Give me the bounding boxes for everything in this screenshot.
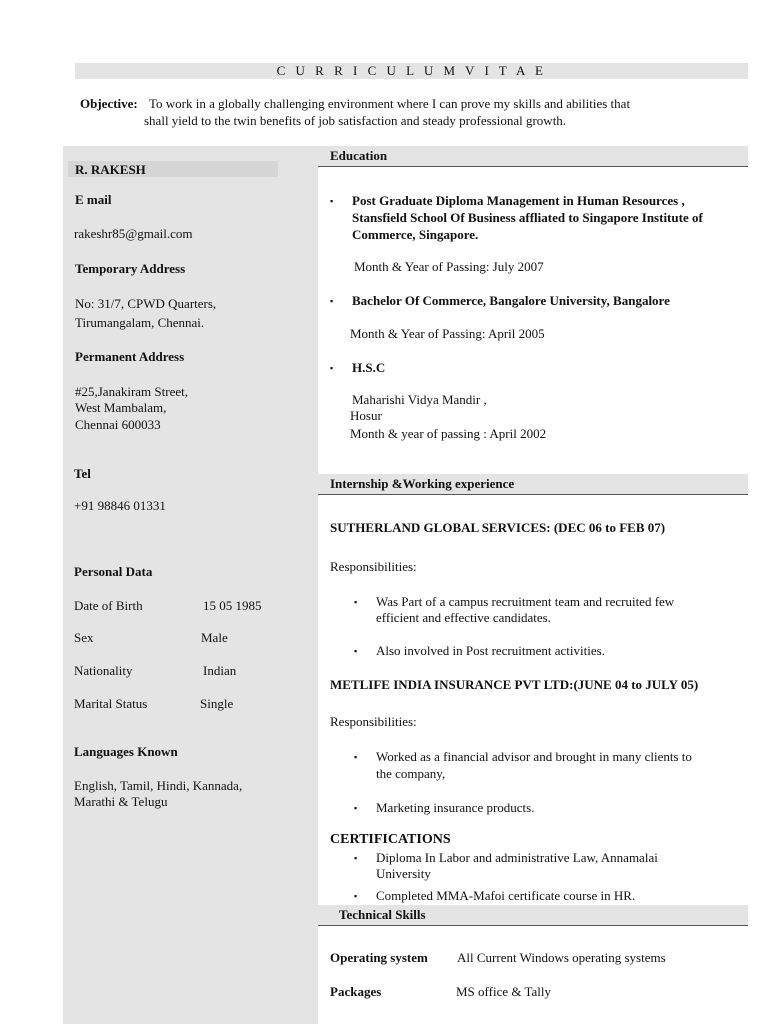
certification-line: Completed MMA-Mafoi certificate course in HR. bbox=[376, 888, 636, 903]
objective-label: Objective: bbox=[80, 96, 138, 111]
objective-line-1: To work in a globally challenging environment where I can prove my skills and abilities that bbox=[149, 96, 631, 111]
languages-line: English, Tamil, Hindi, Kannada, bbox=[74, 778, 243, 793]
personal-field-label: Date of Birth bbox=[74, 598, 143, 613]
perm-address-line: #25,Janakiram Street, bbox=[75, 384, 188, 399]
responsibilities-label: Responsibilities: bbox=[330, 714, 417, 729]
personal-field-value: 15 05 1985 bbox=[203, 598, 262, 613]
education-detail: Maharishi Vidya Mandir , bbox=[352, 392, 487, 407]
education-title-line: Stansfield School Of Business affliated to Singapore Institute of bbox=[352, 210, 703, 225]
tel-value: +91 98846 01331 bbox=[74, 498, 166, 513]
bullet-icon: ▪ bbox=[354, 646, 358, 656]
personal-field-label: Marital Status bbox=[74, 696, 148, 711]
personal-data-label: Personal Data bbox=[74, 564, 153, 579]
responsibility-line: the company, bbox=[376, 766, 446, 781]
skills-header: Technical Skills bbox=[339, 907, 426, 922]
objective-line-2: shall yield to the twin benefits of job satisfaction and steady professional growth. bbox=[144, 113, 567, 128]
candidate-name: R. RAKESH bbox=[75, 162, 146, 177]
perm-address-line: West Mambalam, bbox=[75, 400, 167, 415]
responsibility-line: efficient and effective candidates. bbox=[376, 610, 551, 625]
responsibility-line: Worked as a financial advisor and brought in many clients to bbox=[376, 749, 692, 764]
bullet-icon: ▪ bbox=[354, 597, 358, 607]
education-title-line: Post Graduate Diploma Management in Human Resources , bbox=[352, 193, 685, 208]
skill-label: Packages bbox=[330, 984, 382, 999]
languages-label: Languages Known bbox=[74, 744, 178, 759]
education-title-line: Commerce, Singapore. bbox=[352, 227, 479, 242]
certifications-header: CERTIFICATIONS bbox=[330, 832, 451, 847]
responsibility-line: Was Part of a campus recruitment team and recruited few bbox=[376, 594, 675, 609]
company-name: SUTHERLAND GLOBAL SERVICES: (DEC 06 to FEB 07) bbox=[330, 520, 666, 535]
tel-label: Tel bbox=[74, 466, 91, 481]
personal-field-value: Male bbox=[201, 630, 228, 645]
bullet-icon: ▪ bbox=[330, 296, 334, 306]
temp-address-line: Tirumangalam, Chennai. bbox=[75, 315, 205, 330]
bullet-icon: ▪ bbox=[330, 196, 334, 206]
personal-field-value: Indian bbox=[203, 663, 237, 678]
perm-address-line: Chennai 600033 bbox=[75, 417, 161, 432]
experience-header: Internship &Working experience bbox=[330, 476, 515, 491]
personal-field-label: Nationality bbox=[74, 663, 133, 678]
education-detail: Month & Year of Passing: July 2007 bbox=[354, 259, 544, 274]
bullet-icon: ▪ bbox=[354, 752, 358, 762]
temp-address-line: No: 31/7, CPWD Quarters, bbox=[75, 296, 217, 311]
education-title-line: H.S.C bbox=[352, 360, 386, 375]
email-value: rakeshr85@gmail.com bbox=[74, 226, 193, 241]
responsibilities-label: Responsibilities: bbox=[330, 559, 417, 574]
skill-value: All Current Windows operating systems bbox=[457, 950, 666, 965]
skill-value: MS office & Tally bbox=[456, 984, 552, 999]
bullet-icon: ▪ bbox=[354, 803, 358, 813]
email-label: E mail bbox=[75, 192, 112, 207]
sidebar-panel bbox=[63, 146, 318, 1024]
certification-line: University bbox=[376, 866, 431, 881]
responsibility-line: Marketing insurance products. bbox=[376, 800, 535, 815]
education-detail: Month & Year of Passing: April 2005 bbox=[350, 326, 545, 341]
personal-field-value: Single bbox=[200, 696, 234, 711]
skill-label: Operating system bbox=[330, 950, 428, 965]
bullet-icon: ▪ bbox=[354, 891, 358, 901]
perm-address-label: Permanent Address bbox=[75, 349, 185, 364]
education-detail: Hosur bbox=[350, 408, 382, 423]
languages-line: Marathi & Telugu bbox=[74, 794, 168, 809]
company-name: METLIFE INDIA INSURANCE PVT LTD:(JUNE 04 to JULY 05) bbox=[330, 677, 699, 692]
education-title-line: Bachelor Of Commerce, Bangalore University, Bangalore bbox=[352, 293, 670, 308]
responsibility-line: Also involved in Post recruitment activities. bbox=[376, 643, 605, 658]
education-detail: Month & year of passing : April 2002 bbox=[350, 426, 547, 441]
bullet-icon: ▪ bbox=[330, 363, 334, 373]
certification-line: Diploma In Labor and administrative Law, Annamalai bbox=[376, 850, 658, 865]
education-header: Education bbox=[330, 148, 388, 163]
bullet-icon: ▪ bbox=[354, 853, 358, 863]
temp-address-label: Temporary Address bbox=[75, 261, 186, 276]
document-title: C U R R I C U L U M V I T A E bbox=[276, 63, 547, 78]
personal-field-label: Sex bbox=[74, 630, 94, 645]
